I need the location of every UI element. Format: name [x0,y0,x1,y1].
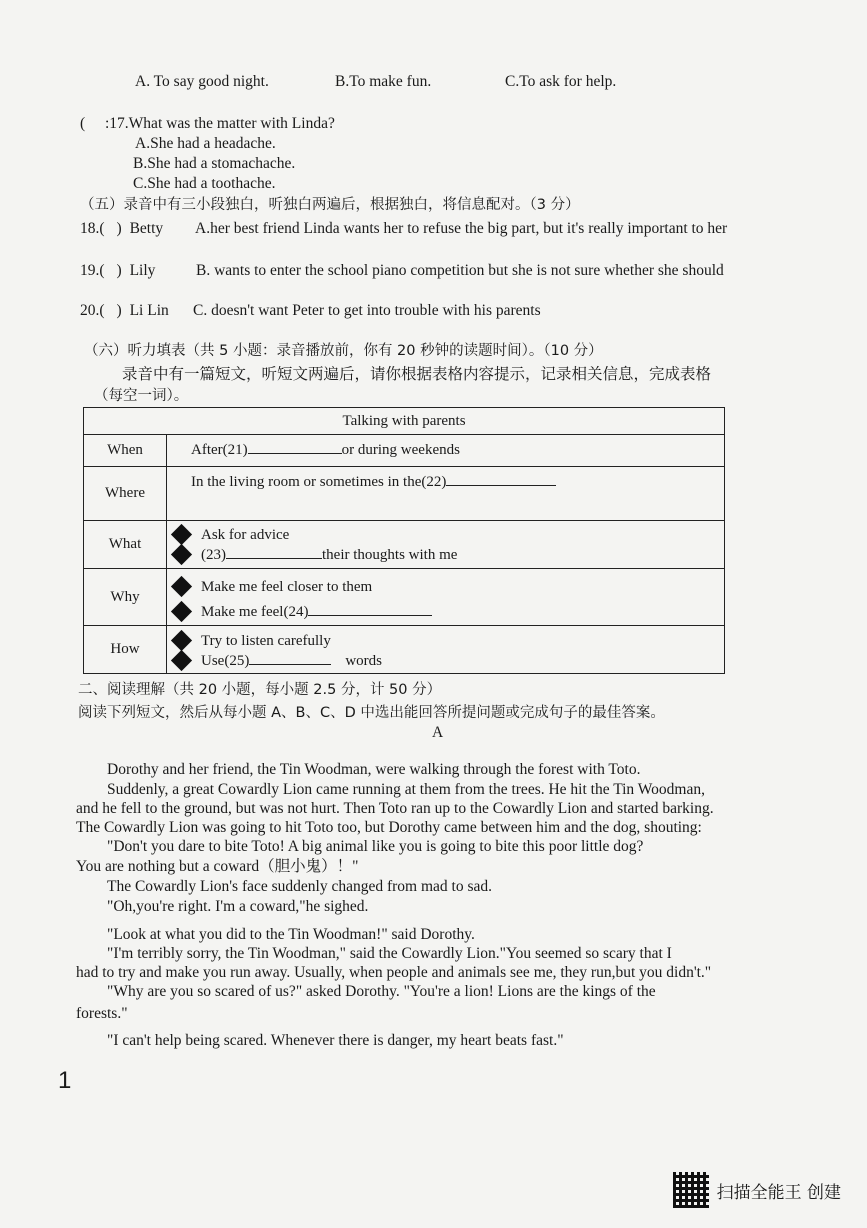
blank-23[interactable] [226,558,322,559]
passage-line: Suddenly, a great Cowardly Lion came running at them from the trees. He hit the Tin Woodman, [107,781,705,798]
table-row-how [84,626,725,674]
passage-line: You are nothing but a coward（胆小鬼）！" [76,858,359,875]
watermark-text: 扫描全能王 创建 [716,1182,841,1203]
q18-paren: ) [116,220,122,237]
blank-25-suffix: words [345,653,382,669]
section5-heading: （五）录音中有三小段独白，听独白两遍后，根据独白，将信息配对。（3 分） [80,197,580,213]
blank-25[interactable] [249,664,331,665]
diamond-bullet-icon [171,650,192,671]
q18-number: 18.( [80,220,105,237]
diamond-bullet-icon [171,576,192,597]
blank-24-prefix: Make me feel(24) [201,604,309,620]
scanner-watermark [673,1172,841,1208]
q16-option-b: B.To make fun. [335,73,432,90]
table-row-why [84,569,725,626]
passage-line: had to try and make you run away. Usually, when people and animals see me, they run,but you didn't." [76,964,712,981]
diamond-bullet-icon [171,524,192,545]
table-row-what [84,521,725,569]
q17-option-b: B.She had a stomachache. [133,155,296,172]
q18-row [80,219,163,239]
q19-name: Lily [129,262,156,279]
passage-line: The Cowardly Lion's face suddenly changed from mad to sad. [107,878,493,895]
q19-row [80,261,155,281]
passage-line: "I can't help being scared. Whenever there is danger, my heart beats fast." [107,1032,564,1049]
q20-row [80,301,169,321]
blank-22-prefix: In the living room or sometimes in the(22) [191,474,447,490]
diamond-bullet-icon [171,630,192,651]
passage-line: "Why are you so scared of us?" asked Dorothy. "You're a lion! Lions are the kings of the [107,983,656,1000]
q17-option-c: C.She had a toothache. [133,175,276,192]
q20-name: Li Lin [129,302,169,319]
part2-heading: 二、阅读理解（共 20 小题，每小题 2.5 分，计 50 分） [78,682,442,698]
diamond-bullet-icon [171,544,192,565]
q20-info: C. doesn't want Peter to get into trouble with his parents [193,302,541,319]
section6-heading: （六）听力填表（共 5 小题：录音播放前，你有 20 秒钟的读题时间）。（10 分） [84,343,603,359]
blank-21-prefix: After(21) [191,442,248,458]
blank-21[interactable] [248,453,342,454]
table-title: Talking with parents [84,408,725,435]
table-row-where [84,467,725,521]
passage-line: The Cowardly Lion was going to hit Toto too, but Dorothy came between him and the dog, shouting: [76,819,702,836]
blank-23-prefix: (23) [201,547,226,563]
q19-info: B. wants to enter the school piano competition but she is not sure whether she should [196,262,724,279]
q19-number: 19.( [80,262,105,279]
talking-with-parents-table [83,407,725,674]
q20-number: 20.( [80,302,105,319]
row-label-how: How [84,626,167,674]
blank-23-suffix: their thoughts with me [322,547,458,563]
passage-line: Dorothy and her friend, the Tin Woodman, were walking through the forest with Toto. [107,761,641,778]
passage-line: "Look at what you did to the Tin Woodman!" said Dorothy. [107,926,475,943]
q18-info: A.her best friend Linda wants her to refuse the big part, but it's really important to her [195,220,728,237]
table-row-when [84,435,725,467]
blank-21-suffix: or during weekends [341,442,460,458]
q17-option-a: A.She had a headache. [135,135,276,152]
passage-line: "Oh,you're right. I'm a coward,"he sighed. [107,898,369,915]
blank-22[interactable] [446,485,556,486]
part2-instruction: 阅读下列短文，然后从每小题 A、B、C、D 中选出能回答所提问题或完成句子的最佳答案。 [78,705,665,721]
row-label-when: When [84,435,167,467]
what-line-1: Ask for advice [201,527,290,543]
row-label-why: Why [84,569,167,626]
row-label-what: What [84,521,167,569]
diamond-bullet-icon [171,601,192,622]
passage-line: "Don't you dare to bite Toto! A big animal like you is going to bite this poor little dog? [107,838,644,855]
passage-line: "I'm terribly sorry, the Tin Woodman," said the Cowardly Lion."You seemed so scary that I [107,945,672,962]
q17-question: :17.What was the matter with Linda? [105,115,335,132]
page-number: 1 [58,1067,72,1094]
passage-line: and he fell to the ground, but was not hurt. Then Toto ran up to the Cowardly Lion and started barking. [76,800,714,817]
q16-option-a: A. To say good night. [135,73,269,90]
section6-instruction: 录音中有一篇短文，听短文两遍后，请你根据表格内容提示，记录相关信息，完成表格 [122,365,712,383]
section6-instruction-cont: （每空一词）。 [94,388,189,404]
why-line-1: Make me feel closer to them [201,579,373,595]
q20-paren: ) [116,302,122,319]
q19-paren: ) [116,262,122,279]
blank-25-prefix: Use(25) [201,653,250,669]
blank-24[interactable] [308,615,432,616]
how-line-1: Try to listen carefully [201,633,331,649]
passage-label: A [432,724,444,741]
qr-code-icon [673,1172,709,1208]
q16-option-c: C.To ask for help. [505,73,617,90]
row-label-where: Where [84,467,167,521]
passage-line: forests." [76,1005,128,1022]
q18-name: Betty [129,220,164,237]
q17-bracket: ( [80,115,86,132]
